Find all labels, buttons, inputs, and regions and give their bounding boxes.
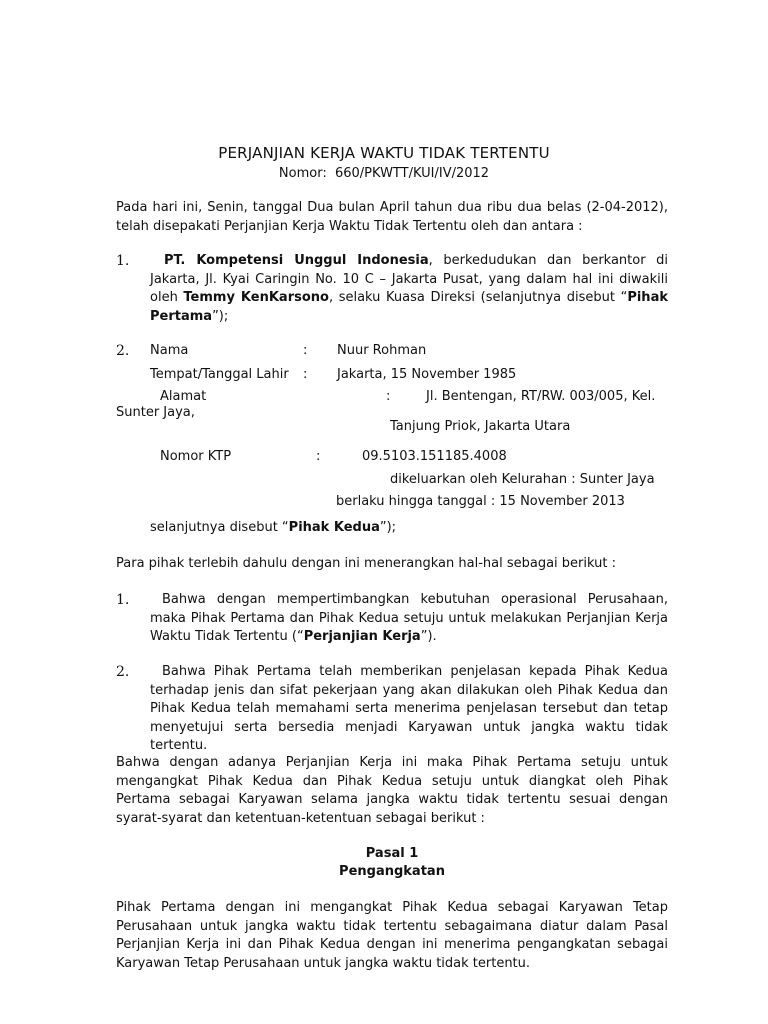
- party2-ktp-value: 09.5103.151185.4008: [362, 449, 507, 464]
- pasal1-body: Pihak Pertama dengan ini mengangkat Pihak Kedua sebagai Karyawan Tetap Perusahaan untuk jangka waktu tidak tertentu sebagaimana diatur dalam Pasal Perjanjian Kerja ini dan Pihak Kedua dengan ini menerima pengangkatan sebagai Karyawan Tetap Perusahaan untuk jangka waktu tidak tertentu.: [116, 900, 668, 971]
- party2-alamat-line2: Tanjung Priok, Jakarta Utara: [390, 419, 571, 434]
- whereas1-number: 1.: [116, 592, 130, 608]
- party2-ttl-colon: :: [303, 367, 308, 382]
- party2-nama-colon: :: [303, 343, 308, 358]
- party2-alias-line: [150, 519, 396, 538]
- party2-alamat-label: Alamat: [160, 389, 207, 404]
- party2-nama-value: Nuur Rohman: [337, 343, 427, 358]
- party1-text1: , berkedudukan dan berkantor di Jakarta, Jl. Kyai Caringin No. 10 C – Jakarta Pusat, yang dalam hal ini diwakili oleh: [150, 253, 668, 305]
- party1-company: PT. Kompetensi Unggul Indonesia: [164, 253, 429, 268]
- document-number: [0, 165, 768, 184]
- party2-ttl-value: Jakarta, 15 November 1985: [337, 367, 517, 382]
- party2-ttl-label: Tempat/Tanggal Lahir: [150, 367, 289, 382]
- party1-alias: Pihak Pertama: [150, 290, 668, 324]
- party2-ktp-colon: :: [316, 449, 321, 464]
- intro-paragraph: Pada hari ini, Senin, tanggal Dua bulan April tahun dua ribu dua belas (2-04-2012), telah disepakati Perjanjian Kerja Waktu Tidak Tertentu oleh dan antara :: [116, 200, 668, 234]
- party2-ktp-issued: dikeluarkan oleh Kelurahan : Sunter Jaya: [390, 472, 655, 487]
- party1-number: 1.: [116, 253, 130, 269]
- party1-text3: ”);: [212, 308, 229, 324]
- party2-alias-pre: selanjutnya disebut “: [150, 520, 289, 535]
- whereas2-number: 2.: [116, 664, 130, 680]
- party2-ktp-label: Nomor KTP: [160, 449, 232, 464]
- whereas1-text: Bahwa dengan mempertimbangkan kebutuhan operasional Perusahaan, maka Pihak Pertama dan Pihak Kedua setuju untuk melakukan Perjanjian Kerja Waktu Tidak Tertentu (“: [150, 592, 668, 644]
- party2-ktp-valid: berlaku hingga tanggal : 15 November 2013: [336, 494, 625, 509]
- party2-alias: Pihak Kedua: [288, 520, 380, 535]
- party2-alamat-value: Jl. Bentengan, RT/RW. 003/005, Kel.: [426, 389, 656, 404]
- whereas1-paragraph: [150, 591, 668, 647]
- party2-alamat-wrap: Sunter Jaya,: [116, 405, 195, 420]
- pasal1-heading: Pasal 1: [365, 846, 419, 861]
- whereas2-paragraph: Bahwa Pihak Pertama telah memberikan penjelasan kepada Pihak Kedua terhadap jenis dan sifat pekerjaan yang akan dilakukan oleh Pihak Kedua dan Pihak Kedua telah memahami serta menerima penjelasan tersebut dan tetap menyetujui serta bersedia menjadi Karyawan untuk jangka waktu tidak tertentu.: [150, 664, 668, 753]
- party2-alias-post: ”);: [379, 520, 397, 535]
- whereas1-bold: Perjanjian Kerja: [303, 629, 421, 644]
- document-number-value: 660/PKWTT/KUI/IV/2012: [334, 166, 490, 181]
- party2-alamat-colon: :: [386, 389, 391, 404]
- agreement-paragraph: Bahwa dengan adanya Perjanjian Kerja ini maka Pihak Pertama setuju untuk mengangkat Pihak Kedua dan Pihak Kedua setuju untuk diangkat oleh Pihak Pertama sebagai Karyawan selama jangka waktu tidak tertentu sesuai dengan syarat-syarat dan ketentuan-ketentuan sebagai berikut :: [116, 755, 668, 826]
- party1-representative: Temmy KenKarsono: [183, 290, 329, 305]
- party1-paragraph: [150, 252, 668, 326]
- document-title: PERJANJIAN KERJA WAKTU TIDAK TERTENTU: [218, 144, 550, 162]
- party1-text2: , selaku Kuasa Direksi (selanjutnya disebut “: [328, 290, 628, 305]
- document-number-label: Nomor:: [278, 166, 327, 181]
- whereas1-end: ”).: [420, 629, 437, 644]
- party2-number: 2.: [116, 343, 130, 359]
- preamble-text: Para pihak terlebih dahulu dengan ini menerangkan hal-hal sebagai berikut :: [116, 556, 616, 571]
- party2-nama-label: Nama: [150, 343, 189, 358]
- pasal1-subheading: Pengangkatan: [339, 864, 445, 879]
